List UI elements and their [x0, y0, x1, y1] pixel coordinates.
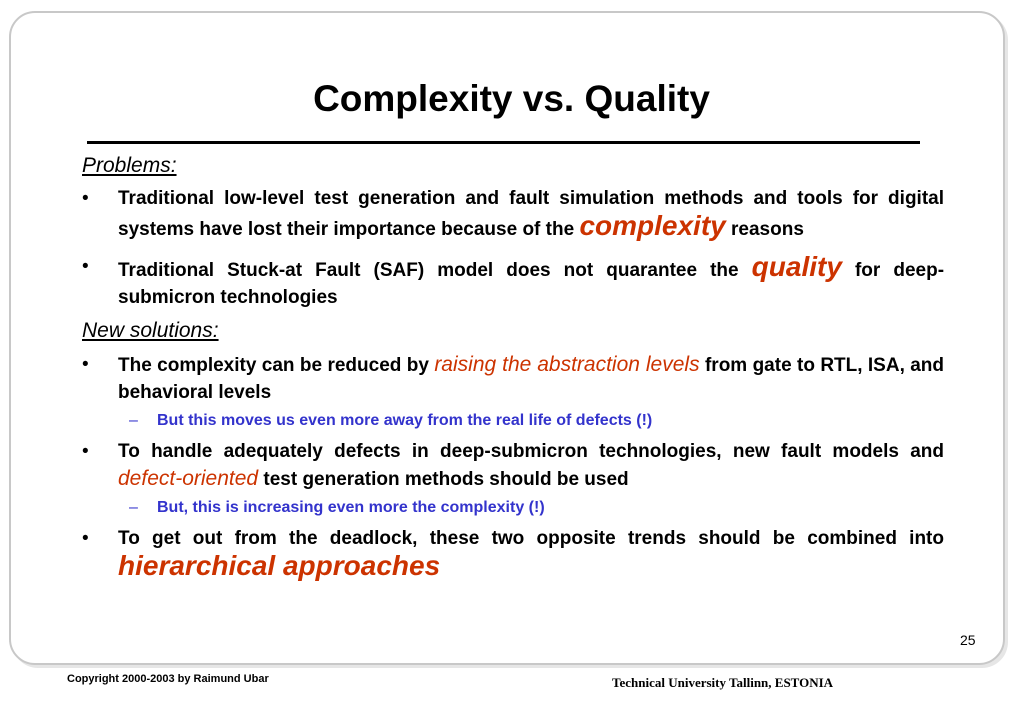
bullet-marker: • — [82, 354, 89, 375]
highlight-abstraction: raising the abstraction levels — [434, 353, 700, 376]
bullet-complexity — [82, 185, 944, 243]
title-divider — [87, 141, 920, 144]
bullet-marker: • — [82, 528, 89, 549]
bullet-marker: • — [82, 188, 89, 209]
new-solutions-heading: New solutions: — [82, 319, 219, 342]
sub-bullet-marker: – — [129, 412, 138, 429]
sub-bullet-defects — [82, 410, 944, 432]
bullet-text: Traditional low-level test generation and fault simulation methods and tools for digital systems have lost their importance because of the — [118, 188, 944, 240]
highlight-complexity: complexity — [579, 210, 726, 241]
highlight-hierarchical: hierarchical approaches — [118, 550, 441, 581]
sub-bullet-complexity — [82, 497, 944, 519]
bullet-text: The complexity can be reduced by — [118, 355, 429, 376]
slide-content — [82, 152, 944, 583]
bullet-abstraction — [82, 351, 944, 406]
highlight-defect-oriented: defect-oriented — [118, 467, 259, 490]
bullet-hierarchical — [82, 525, 944, 583]
sub-bullet-text: But this moves us even more away from the real life of defects (!) — [157, 412, 653, 429]
bullet-marker: • — [82, 441, 89, 462]
bullet-tail: from gate to RTL, ISA, and behavioral levels — [118, 355, 945, 403]
bullet-text: Traditional Stuck-at Fault (SAF) model does not quarantee the — [118, 260, 739, 281]
problems-heading: Problems: — [82, 154, 177, 177]
highlight-quality: quality — [751, 251, 842, 282]
sub-bullet-marker: – — [129, 499, 138, 516]
sub-bullet-text: But, this is increasing even more the complexity (!) — [157, 499, 545, 516]
bullet-marker: • — [82, 256, 89, 277]
bullet-text: To handle adequately defects in deep-submicron technologies, new fault models and — [118, 441, 944, 462]
bullet-text: To get out from the deadlock, these two opposite trends should be combined into — [118, 528, 944, 549]
bullet-defect-oriented — [82, 438, 944, 493]
footer-copyright: Copyright 2000-2003 by Raimund Ubar — [67, 673, 269, 685]
bullet-tail: reasons — [731, 219, 804, 240]
page-number: 25 — [960, 632, 976, 648]
bullet-quality — [82, 253, 944, 311]
footer-institution: Technical University Tallinn, ESTONIA — [612, 675, 834, 690]
bullet-tail: for deep-submicron technologies — [118, 260, 945, 308]
bullet-tail: test generation methods should be used — [263, 469, 629, 490]
slide-title: Complexity vs. Quality — [313, 78, 710, 119]
